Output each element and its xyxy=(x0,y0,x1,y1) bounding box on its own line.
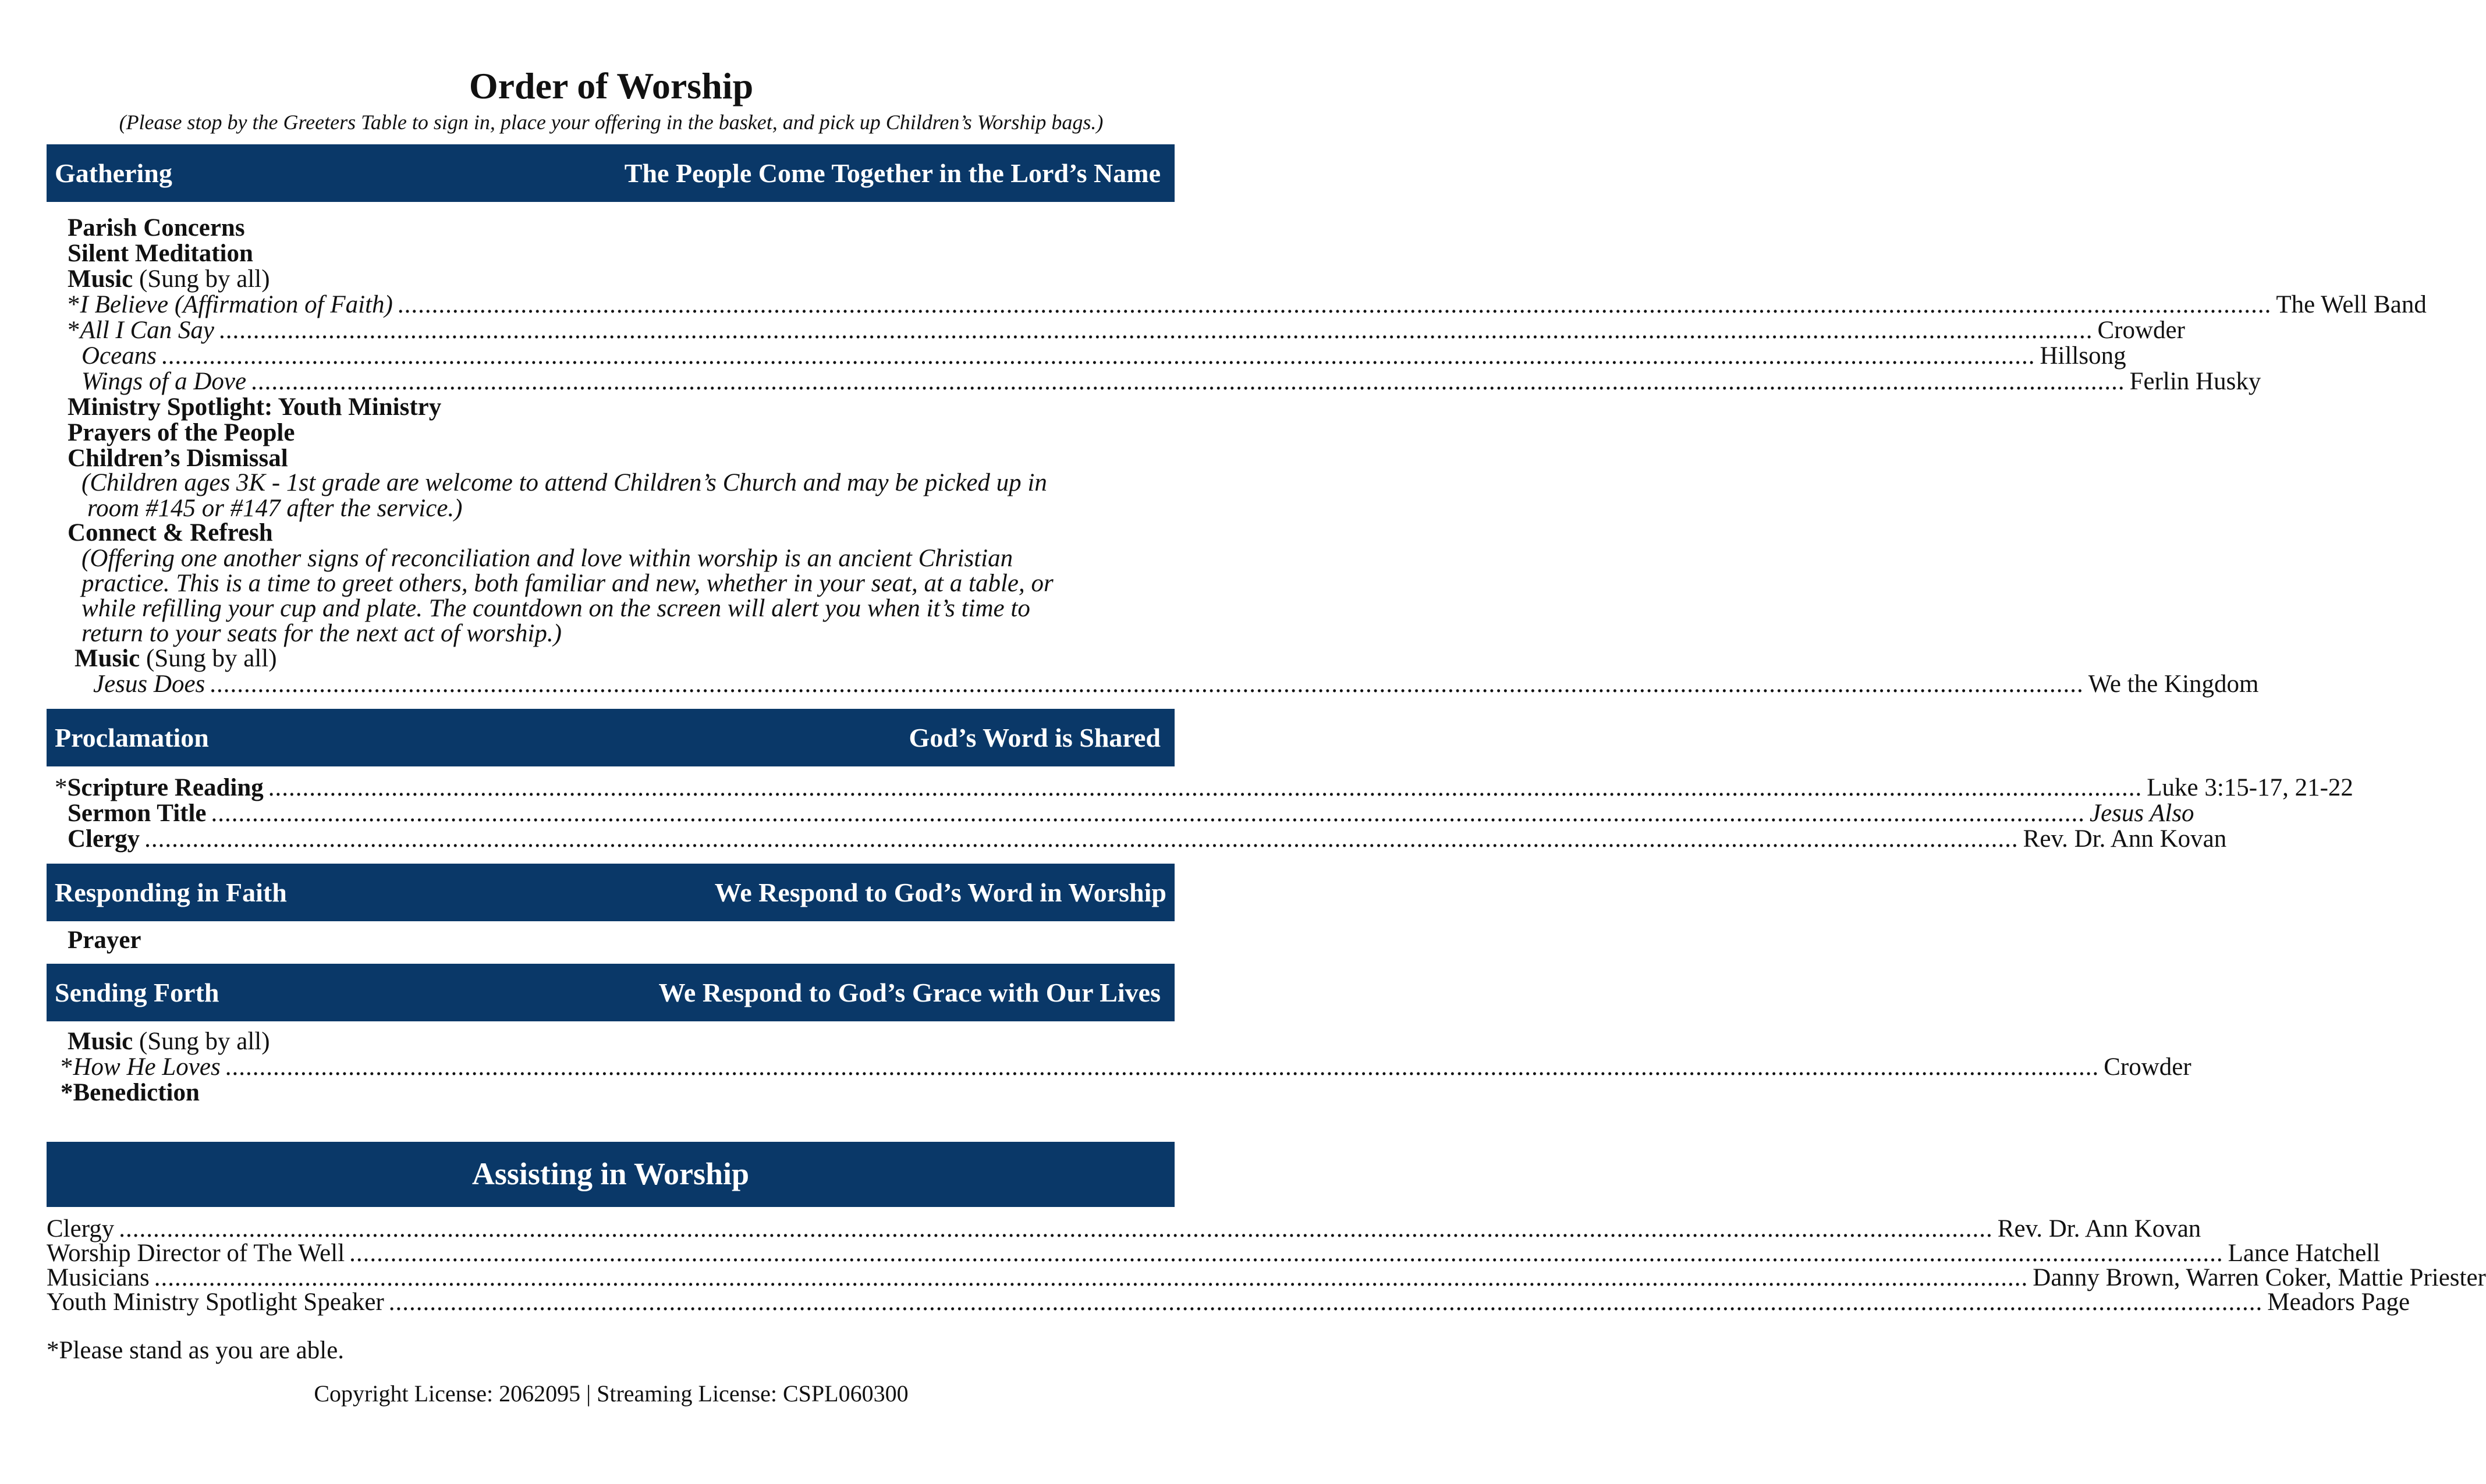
clergy-value: Rev. Dr. Ann Kovan xyxy=(2023,825,2227,853)
assistant-row xyxy=(47,1288,2410,1316)
music-heading xyxy=(68,267,270,292)
prayers-of-the-people: Prayers of the People xyxy=(68,419,295,446)
scripture-label: Scripture Reading xyxy=(67,774,264,801)
leader-dots: .................................................................................................................................................................................................................................................................................. xyxy=(211,800,2085,827)
connect-refresh: Connect & Refresh xyxy=(68,519,273,546)
page-subtitle: (Please stop by the Greeters Table to sign in, place your offering in the basket, and pick up Children’s Worship bags.) xyxy=(119,111,1104,134)
leader-dots: .................................................................................................................................................................................................................................................................................. xyxy=(397,291,2272,318)
stand-marker: * xyxy=(55,774,68,801)
leader-dots: .................................................................................................................................................................................................................................................................................. xyxy=(349,1240,2223,1267)
assistant-name: Meadors Page xyxy=(2267,1288,2410,1316)
leader-dots: .................................................................................................................................................................................................................................................................................. xyxy=(225,1053,2100,1081)
assistant-role: Musicians xyxy=(47,1264,150,1291)
silent-meditation: Silent Meditation xyxy=(68,240,253,267)
music-note: (Sung by all) xyxy=(146,645,277,672)
song-row xyxy=(81,368,2261,395)
song-row xyxy=(61,1053,2191,1081)
assistant-row xyxy=(47,1264,2486,1291)
clergy-row xyxy=(68,825,2227,853)
song-artist: We the Kingdom xyxy=(2088,670,2259,698)
assistant-row xyxy=(47,1215,2201,1242)
song-row xyxy=(68,291,2427,318)
parish-concerns: Parish Concerns xyxy=(68,214,245,242)
clergy-label: Clergy xyxy=(68,825,140,853)
assistant-row xyxy=(47,1240,2381,1267)
song-artist: Hillsong xyxy=(2040,342,2126,370)
connect-note-line: (Offering one another signs of reconciliation and love within worship is an ancient Christian xyxy=(81,545,1013,572)
connect-note-line: return to your seats for the next act of worship.) xyxy=(81,620,562,647)
sermon-label: Sermon Title xyxy=(68,800,207,827)
sermon-row xyxy=(68,800,2194,827)
leader-dots: .................................................................................................................................................................................................................................................................................. xyxy=(251,368,2125,395)
childrens-dismissal: Children’s Dismissal xyxy=(68,445,288,472)
assistant-role: Clergy xyxy=(47,1215,115,1242)
sending-theme: We Respond to God’s Grace with Our Lives xyxy=(658,978,1161,1007)
music-note: (Sung by all) xyxy=(139,1028,270,1055)
responding-label: Responding in Faith xyxy=(55,878,287,907)
song-row xyxy=(93,670,2259,698)
gathering-header xyxy=(47,144,1175,202)
leader-dots: .................................................................................................................................................................................................................................................................................. xyxy=(210,670,2084,698)
connect-note-line: while refilling your cup and plate. The countdown on the screen will alert you when it’s time to xyxy=(81,595,1030,622)
gathering-theme: The People Come Together in the Lord’s Name xyxy=(624,158,1161,188)
benediction: *Benediction xyxy=(61,1079,200,1106)
leader-dots: .................................................................................................................................................................................................................................................................................. xyxy=(219,317,2093,344)
music-label: Music xyxy=(75,645,140,672)
sending-label: Sending Forth xyxy=(55,978,219,1007)
leader-dots: .................................................................................................................................................................................................................................................................................. xyxy=(154,1264,2028,1291)
scripture-value: Luke 3:15-17, 21-22 xyxy=(2147,774,2353,801)
song-row xyxy=(81,342,2126,370)
proclamation-theme: God’s Word is Shared xyxy=(909,723,1161,752)
prayer: Prayer xyxy=(68,926,141,954)
responding-theme: We Respond to God’s Word in Worship xyxy=(714,878,1166,907)
stand-marker: * xyxy=(68,291,80,318)
leader-dots: .................................................................................................................................................................................................................................................................................. xyxy=(119,1215,1993,1242)
assistant-name: Danny Brown, Warren Coker, Mattie Priester xyxy=(2033,1264,2486,1291)
song-title: All I Can Say xyxy=(80,317,214,344)
assistant-name: Lance Hatchell xyxy=(2228,1240,2381,1267)
song-row xyxy=(68,317,2185,344)
assisting-header xyxy=(47,1142,1175,1207)
song-title: I Believe (Affirmation of Faith) xyxy=(80,291,393,318)
connect-note-line: practice. This is a time to greet others, both familiar and new, whether in your seat, at a table, or xyxy=(81,570,1054,597)
song-title: Wings of a Dove xyxy=(81,368,247,395)
sermon-value: Jesus Also xyxy=(2090,800,2194,827)
sending-header xyxy=(47,964,1175,1021)
music-heading xyxy=(68,1029,270,1055)
song-title: Oceans xyxy=(81,342,157,370)
dismissal-note-line: room #145 or #147 after the service.) xyxy=(87,495,463,522)
music-label: Music xyxy=(68,265,133,293)
scripture-row xyxy=(55,774,2353,801)
ministry-spotlight: Ministry Spotlight: Youth Ministry xyxy=(68,393,442,421)
song-title: How He Loves xyxy=(73,1053,221,1081)
stand-marker: * xyxy=(61,1053,73,1081)
song-title: Jesus Does xyxy=(93,670,205,698)
song-artist: Crowder xyxy=(2097,317,2185,344)
music-heading xyxy=(75,646,277,672)
song-artist: Ferlin Husky xyxy=(2129,368,2261,395)
dismissal-note-line: (Children ages 3K - 1st grade are welcome to attend Children’s Church and may be picked up in xyxy=(81,469,1047,496)
gathering-label: Gathering xyxy=(55,158,172,188)
music-label: Music xyxy=(68,1028,133,1055)
assistant-role: Worship Director of The Well xyxy=(47,1240,345,1267)
leader-dots: .................................................................................................................................................................................................................................................................................. xyxy=(388,1288,2263,1316)
copyright-license: Copyright License: 2062095 | Streaming License: CSPL060300 xyxy=(314,1380,909,1407)
song-artist: Crowder xyxy=(2104,1053,2191,1081)
leader-dots: .................................................................................................................................................................................................................................................................................. xyxy=(144,825,2019,853)
responding-header xyxy=(47,864,1175,921)
proclamation-header xyxy=(47,709,1175,766)
assistant-name: Rev. Dr. Ann Kovan xyxy=(1997,1215,2201,1242)
page-title: Order of Worship xyxy=(469,65,754,106)
music-note: (Sung by all) xyxy=(139,265,270,293)
assistant-role: Youth Ministry Spotlight Speaker xyxy=(47,1288,384,1316)
leader-dots: .................................................................................................................................................................................................................................................................................. xyxy=(268,774,2143,801)
song-artist: The Well Band xyxy=(2276,291,2427,318)
proclamation-label: Proclamation xyxy=(55,723,209,752)
assisting-title: Assisting in Worship xyxy=(471,1156,750,1191)
stand-note: *Please stand as you are able. xyxy=(47,1337,345,1364)
stand-marker: * xyxy=(68,317,80,344)
leader-dots: .................................................................................................................................................................................................................................................................................. xyxy=(161,342,2035,370)
